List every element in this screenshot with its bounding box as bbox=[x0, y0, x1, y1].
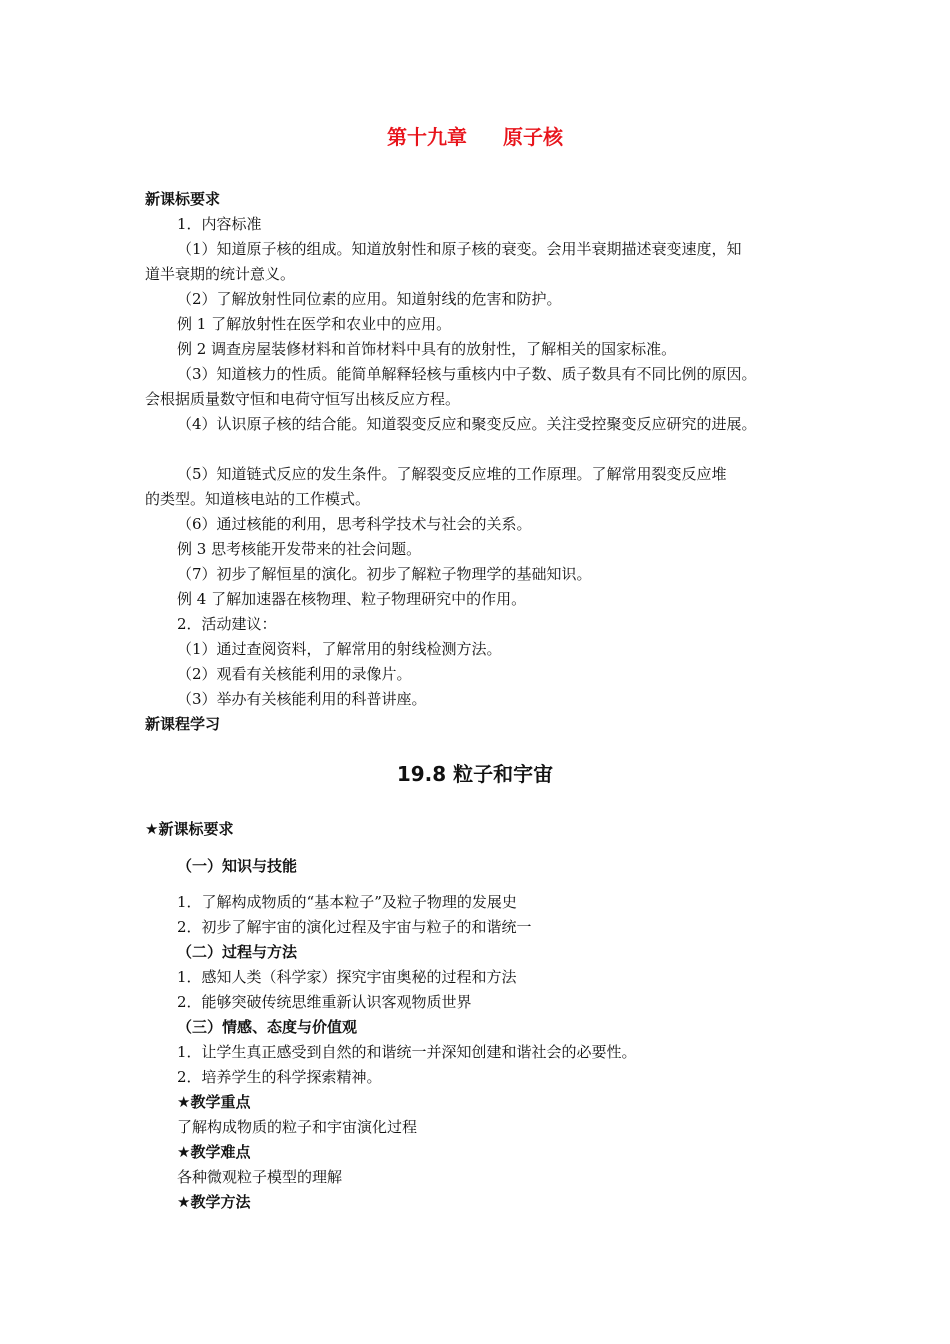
activity-item: （1）通过查阅资料，了解常用的射线检测方法。 bbox=[177, 640, 502, 658]
req-line: （2）了解放射性同位素的应用。知道射线的危害和防护。 bbox=[177, 290, 562, 308]
process-item: 1．感知人类（科学家）探究宇宙奥秘的过程和方法 bbox=[177, 968, 517, 986]
req-line: 例 2 调查房屋装修材料和首饰材料中具有的放射性，了解相关的国家标准。 bbox=[177, 340, 677, 358]
method-heading: ★教学方法 bbox=[177, 1193, 251, 1211]
req-line: 道半衰期的统计意义。 bbox=[145, 265, 296, 283]
activity-item: （3）举办有关核能利用的科普讲座。 bbox=[177, 690, 427, 708]
difficulty-heading: ★教学难点 bbox=[177, 1143, 251, 1161]
emotion-item: 2．培养学生的科学探索精神。 bbox=[177, 1068, 382, 1086]
req-line: （4）认识原子核的结合能。知道裂变反应和聚变反应。关注受控聚变反应研究的进展。 bbox=[177, 415, 757, 433]
req-line: 会根据质量数守恒和电荷守恒写出核反应方程。 bbox=[145, 390, 461, 408]
content-standard-heading: 1．内容标准 bbox=[177, 215, 262, 233]
section-title: 19.8 粒子和宇宙 bbox=[396, 762, 554, 786]
chapter-number: 第十九章 bbox=[387, 125, 467, 149]
process-item: 2．能够突破传统思维重新认识客观物质世界 bbox=[177, 993, 472, 1011]
req-line: （1）知道原子核的组成。知道放射性和原子核的衰变。会用半衰期描述衰变速度，知 bbox=[177, 240, 742, 258]
focus-text: 了解构成物质的粒子和宇宙演化过程 bbox=[177, 1118, 418, 1136]
req-line: 例 3 思考核能开发带来的社会问题。 bbox=[177, 540, 422, 558]
knowledge-item: 1．了解构成物质的“基本粒子”及粒子物理的发展史 bbox=[177, 893, 517, 911]
chapter-name: 原子核 bbox=[503, 125, 563, 149]
requirements-heading: 新课标要求 bbox=[145, 190, 221, 208]
chapter-title bbox=[0, 123, 950, 151]
knowledge-heading: （一）知识与技能 bbox=[177, 857, 298, 875]
req-line: 例 4 了解加速器在核物理、粒子物理研究中的作用。 bbox=[177, 590, 527, 608]
difficulty-text: 各种微观粒子模型的理解 bbox=[177, 1168, 343, 1186]
focus-heading: ★教学重点 bbox=[177, 1093, 251, 1111]
req-line: （7）初步了解恒星的演化。初步了解粒子物理学的基础知识。 bbox=[177, 565, 592, 583]
req-line: 例 1 了解放射性在医学和农业中的应用。 bbox=[177, 315, 452, 333]
knowledge-item: 2．初步了解宇宙的演化过程及宇宙与粒子的和谐统一 bbox=[177, 918, 532, 936]
course-heading: 新课程学习 bbox=[145, 715, 221, 733]
activity-item: （2）观看有关核能利用的录像片。 bbox=[177, 665, 412, 683]
process-heading: （二）过程与方法 bbox=[177, 943, 298, 961]
emotion-heading: （三）情感、态度与价值观 bbox=[177, 1018, 358, 1036]
lesson-req-heading: ★新课标要求 bbox=[145, 820, 234, 838]
req-line: （3）知道核力的性质。能简单解释轻核与重核内中子数、质子数具有不同比例的原因。 bbox=[177, 365, 757, 383]
req-line: （6）通过核能的利用，思考科学技术与社会的关系。 bbox=[177, 515, 532, 533]
req-line: 的类型。知道核电站的工作模式。 bbox=[145, 490, 371, 508]
activity-heading: 2．活动建议： bbox=[177, 615, 277, 633]
req-line: （5）知道链式反应的发生条件。了解裂变反应堆的工作原理。了解常用裂变反应堆 bbox=[177, 465, 727, 483]
emotion-item: 1．让学生真正感受到自然的和谐统一并深知创建和谐社会的必要性。 bbox=[177, 1043, 637, 1061]
